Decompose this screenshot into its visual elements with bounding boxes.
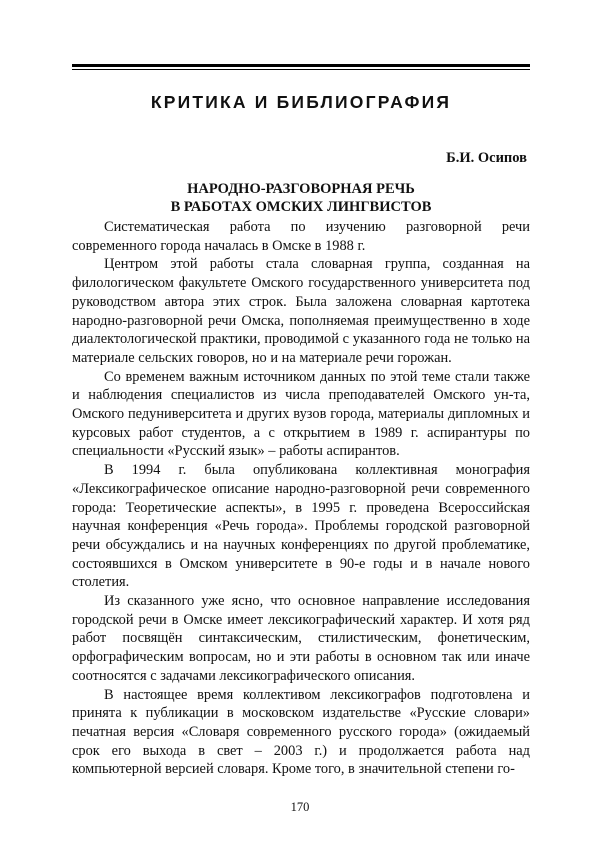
header-rule-thin xyxy=(72,69,530,70)
paragraph-1: Систематическая работа по изучению разговорной речи современного города началась в Омске в 1988 г. xyxy=(72,219,530,254)
paragraph-5: Из сказанного уже ясно, что основное направление исследования городской речи в Омске имеет лексикографический характер. И хотя ряд работ посвящён синтаксическим, стилистическим, фонетическим, орфографическим вопросам, но и эти работы в основном так или иначе соотносятся с задачами лексикографического описания. xyxy=(72,593,530,684)
section-title: КРИТИКА И БИБЛИОГРАФИЯ xyxy=(150,92,452,112)
paragraph-2: Центром этой работы стала словарная группа, созданная на филологическом факультете Омского государственного университета под руководством автора этих строк. Была заложена словарная картотека народно-разговорной речи Омска, пополняемая преимущественно в ходе диалектологической практики, проводимой с указанного года не только на материале сельских говоров, но и на материале речи горожан. xyxy=(72,256,530,366)
paragraph-4: В 1994 г. была опубликована коллективная монография «Лексикографическое описание народно-разговорной речи современного города: Теоретические аспекты», в 1995 г. проведена Всероссийская научная конференция «Речь города». Проблемы городской разговорной речи обсуждались и на научных конференциях по другой проблематике, состоявшихся в Омском университете в 90-е годы и в начале нового столетия. xyxy=(72,462,530,591)
article-body xyxy=(72,218,530,779)
page-number: 170 xyxy=(290,800,310,814)
header-rule-thick xyxy=(72,64,530,67)
paragraph-3: Со временем важным источником данных по этой теме стали также и наблюдения специалистов из числа преподавателей Омского ун-та, Омского педуниверситета и других вузов города, материалы дипломных и курсовых работ студентов, а с открытием в 1989 г. аспирантуры по специальности «Русский язык» – работы аспирантов. xyxy=(72,368,530,460)
paragraph-6: В настоящее время коллективом лексикографов подготовлена и принята к публикации в московском издательстве «Русские словари» печатная версия «Словаря современного русского города» (ожидаемый срок его выхода в свет – 2003 г.) и продолжается работа над компьютерной версией словаря. Кроме того, в значительной степени го- xyxy=(72,686,530,778)
author-name: Б.И. Осипов xyxy=(446,150,527,166)
article-title-line-1: НАРОДНО-РАЗГОВОРНАЯ РЕЧЬ xyxy=(187,181,415,197)
article-title-line-2: В РАБОТАХ ОМСКИХ ЛИНГВИСТОВ xyxy=(170,199,432,215)
article-title xyxy=(72,180,530,216)
